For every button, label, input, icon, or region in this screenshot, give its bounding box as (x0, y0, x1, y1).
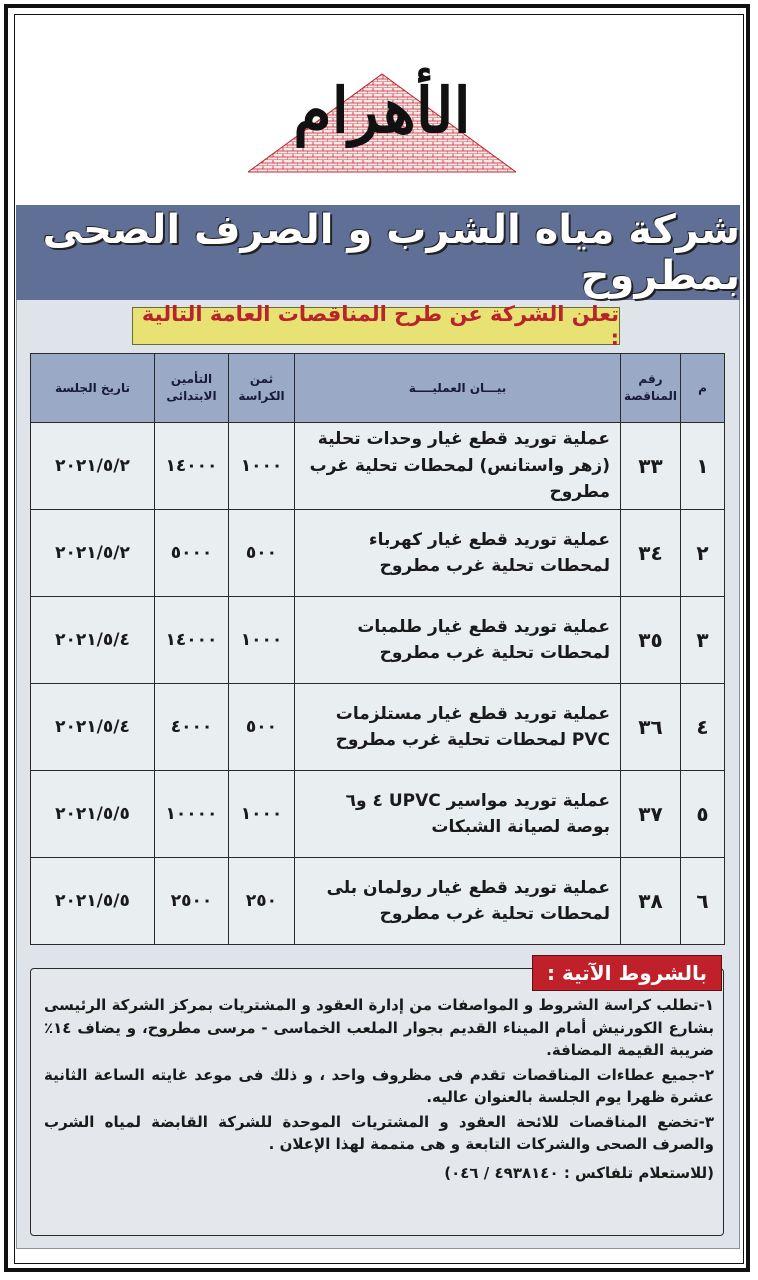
cell-session-date: ٢٠٢١/٥/٥ (31, 858, 155, 945)
cell-index: ٥ (681, 771, 725, 858)
cell-tender-no: ٣٣ (621, 423, 681, 510)
cell-initial-insurance: ٥٠٠٠ (155, 510, 229, 597)
cell-session-date: ٢٠٢١/٥/٤ (31, 684, 155, 771)
condition-item: ٣-تخضع المناقصات للائحة العقود و المشتريات الموحدة للشركة القابضة لمياه الشرب والصرف الصحى والشركات التابعة و هى متممة لهذا الإعلان . (44, 1112, 714, 1153)
cell-initial-insurance: ٢٥٠٠ (155, 858, 229, 945)
cell-initial-insurance: ١٤٠٠٠ (155, 597, 229, 684)
cell-booklet-price: ١٠٠٠ (229, 771, 295, 858)
tenders-table (30, 353, 725, 945)
cell-tender-no: ٣٦ (621, 684, 681, 771)
table-row (31, 684, 725, 771)
cell-index: ٣ (681, 597, 725, 684)
cell-booklet-price: ١٠٠٠ (229, 597, 295, 684)
condition-item: ٢-جميع عطاءات المناقصات تقدم فى مظروف واحد ، و ذلك فى موعد غايته الساعة الثانية عشرة ظهرا يوم الجلسة بالعنوان عاليه. (44, 1065, 714, 1106)
cell-index: ٢ (681, 510, 725, 597)
company-headline: شركة مياه الشرب و الصرف الصحى بمطروح (16, 205, 740, 300)
table-row (31, 771, 725, 858)
cell-session-date: ٢٠٢١/٥/٢ (31, 510, 155, 597)
newspaper-logo (248, 70, 516, 178)
cell-description: عملية توريد قطع غيار رولمان بلى لمحطات تحلية غرب مطروح (295, 858, 621, 945)
cell-session-date: ٢٠٢١/٥/٥ (31, 771, 155, 858)
cell-tender-no: ٣٧ (621, 771, 681, 858)
logo-wordmark: الأهرام (293, 74, 471, 147)
table-row (31, 597, 725, 684)
cell-booklet-price: ٥٠٠ (229, 684, 295, 771)
cell-initial-insurance: ٤٠٠٠ (155, 684, 229, 771)
cell-booklet-price: ٢٥٠ (229, 858, 295, 945)
condition-item: ١-تطلب كراسة الشروط و المواصفات من إدارة العقود و المشتريات بمركز الشركة الرئيسى بشارع الكورنيش أمام الميناء القديم بجوار الملعب الخماسى - مرسى مطروح، و يضاف ١٤٪ ضريبة القيمة المضافة. (44, 996, 714, 1059)
table-row (31, 423, 725, 510)
cell-description: عملية توريد قطع غيار مستلزمات PVC لمحطات تحلية غرب مطروح (295, 684, 621, 771)
cell-index: ٤ (681, 684, 725, 771)
cell-initial-insurance: ١٤٠٠٠ (155, 423, 229, 510)
conditions-text (44, 994, 714, 1186)
header-index: م (681, 354, 725, 423)
cell-tender-no: ٣٨ (621, 858, 681, 945)
table-header-row (31, 354, 725, 423)
cell-description: عملية توريد قطع غيار كهرباء لمحطات تحلية غرب مطروح (295, 510, 621, 597)
cell-description: عملية توريد قطع غيار وحدات تحلية (زهر واستانس) لمحطات تحلية غرب مطروح (295, 423, 621, 510)
table-row (31, 858, 725, 945)
cell-booklet-price: ٥٠٠ (229, 510, 295, 597)
cell-booklet-price: ١٠٠٠ (229, 423, 295, 510)
table-row (31, 510, 725, 597)
cell-description: عملية توريد قطع غيار طلمبات لمحطات تحلية غرب مطروح (295, 597, 621, 684)
cell-session-date: ٢٠٢١/٥/٤ (31, 597, 155, 684)
header-session-date: تاريخ الجلسة (31, 354, 155, 423)
cell-index: ١ (681, 423, 725, 510)
header-description: بيـــان العمليــــة (295, 354, 621, 423)
announcement-subtitle: تعلن الشركة عن طرح المناقصات العامة التالية : (132, 307, 620, 345)
inquiry-contact: (للاستعلام تلفاكس : ٤٩٣٨١٤٠ / ٠٤٦) (444, 1163, 714, 1182)
header-booklet-price: ثمن الكراسة (229, 354, 295, 423)
header-tender-no: رقم المناقصة (621, 354, 681, 423)
cell-tender-no: ٣٥ (621, 597, 681, 684)
cell-initial-insurance: ١٠٠٠٠ (155, 771, 229, 858)
cell-tender-no: ٣٤ (621, 510, 681, 597)
conditions-label: بالشروط الآتية : (532, 955, 722, 991)
cell-index: ٦ (681, 858, 725, 945)
cell-description: عملية توريد مواسير UPVC ٤ و٦ بوصة لصيانة الشبكات (295, 771, 621, 858)
cell-session-date: ٢٠٢١/٥/٢ (31, 423, 155, 510)
header-initial-insurance: التأمين الابتدائى (155, 354, 229, 423)
